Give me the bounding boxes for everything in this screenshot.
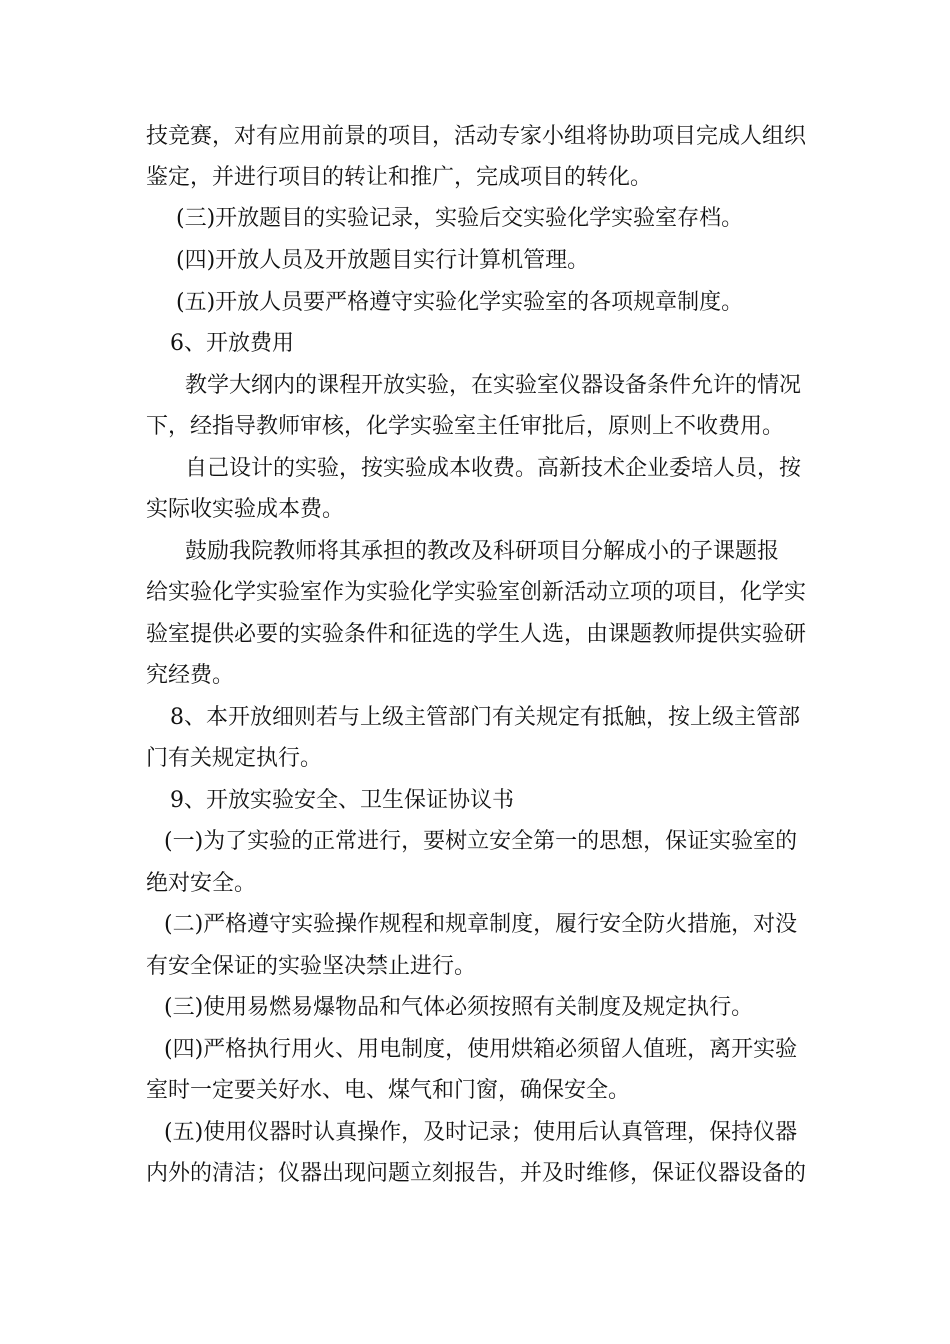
text-line: 有安全保证的实验坚决禁止进行。	[146, 954, 477, 979]
text-line: 下，经指导教师审核，化学实验室主任审批后，原则上不收费用。	[146, 414, 785, 439]
text-line: 内外的清洁；仪器出现问题立刻报告，并及时维修，保证仪器设备的	[146, 1161, 807, 1186]
text-line: 室时一定要关好水、电、煤气和门窗，确保安全。	[146, 1078, 631, 1103]
text-line: 8、本开放细则若与上级主管部门有关规定有抵触，按上级主管部	[170, 705, 800, 730]
text-line: 技竞赛，对有应用前景的项目，活动专家小组将协助项目完成人组织	[146, 124, 807, 149]
text-line: 鉴定，并进行项目的转让和推广，完成项目的转化。	[146, 165, 653, 190]
text-line: (二)严格遵守实验操作规程和规章制度，履行安全防火措施，对没	[164, 912, 798, 937]
text-line: 教学大纲内的课程开放实验，在实验室仪器设备条件允许的情况	[185, 373, 802, 398]
text-line: 实际收实验成本费。	[146, 497, 345, 522]
text-line: (五)使用仪器时认真操作，及时记录；使用后认真管理，保持仪器	[164, 1120, 798, 1145]
text-line: (三)使用易燃易爆物品和气体必须按照有关制度及规定执行。	[164, 995, 754, 1020]
text-line: 鼓励我院教师将其承担的教改及科研项目分解成小的子课题报	[185, 539, 780, 564]
section-heading: 6、开放费用	[170, 331, 294, 356]
text-line: 自己设计的实验，按实验成本收费。高新技术企业委培人员，按	[185, 456, 802, 481]
text-line: 绝对安全。	[146, 871, 257, 896]
text-line: (四)开放人员及开放题目实行计算机管理。	[176, 248, 590, 273]
text-line: (五)开放人员要严格遵守实验化学实验室的各项规章制度。	[176, 290, 744, 315]
text-line: 门有关规定执行。	[146, 746, 323, 771]
text-line: (四)严格执行用火、用电制度，使用烘箱必须留人值班，离开实验	[164, 1037, 798, 1062]
section-heading: 9、开放实验安全、卫生保证协议书	[170, 788, 514, 813]
text-line: 验室提供必要的实验条件和征选的学生人选，由课题教师提供实验研	[146, 622, 807, 647]
text-line: (三)开放题目的实验记录，实验后交实验化学实验室存档。	[176, 206, 744, 231]
text-line: 给实验化学实验室作为实验化学实验室创新活动立项的项目，化学实	[146, 580, 807, 605]
text-line: (一)为了实验的正常进行，要树立安全第一的思想，保证实验室的	[164, 829, 798, 854]
text-line: 究经费。	[146, 663, 235, 688]
